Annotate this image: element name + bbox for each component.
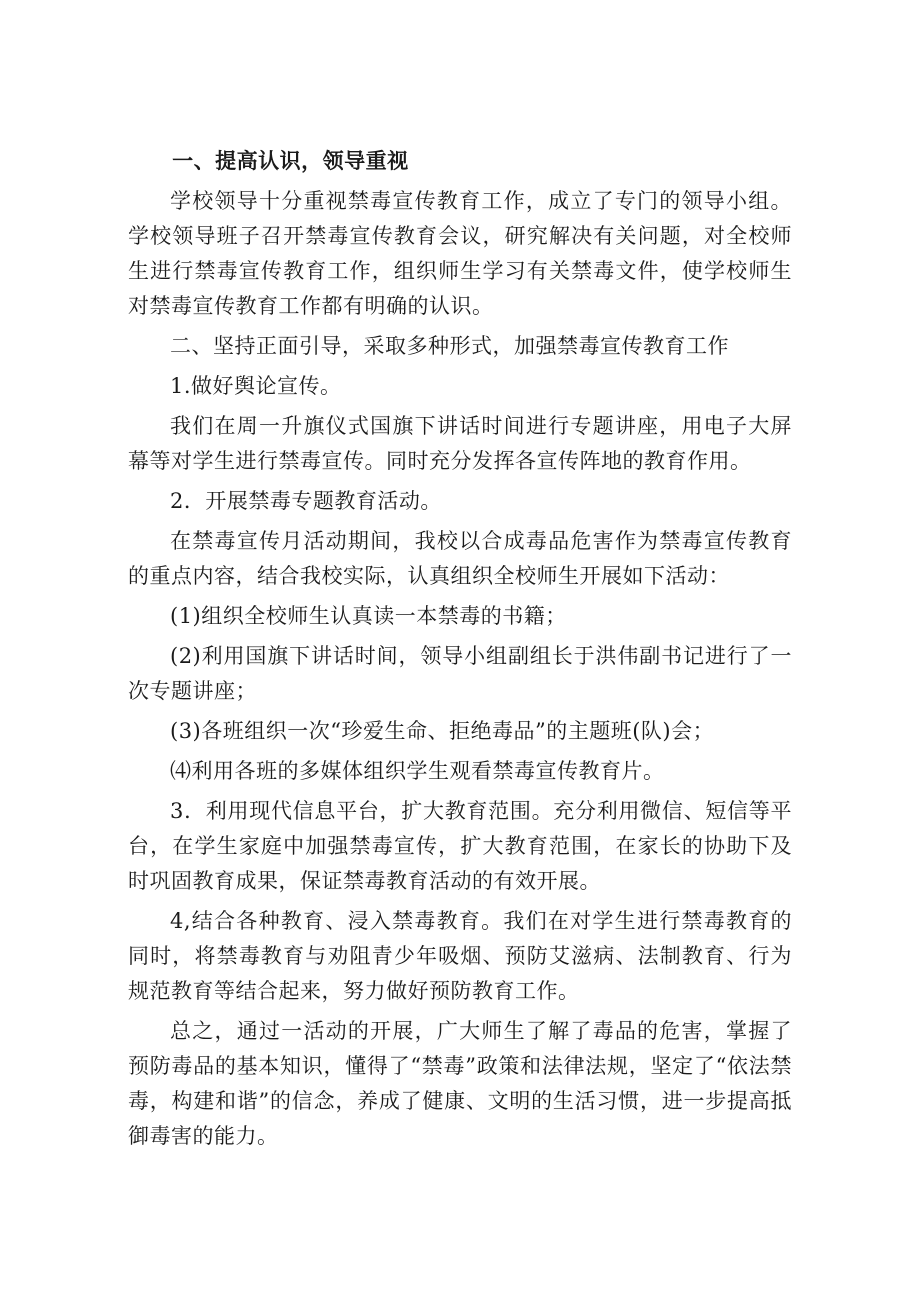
document-body — [128, 144, 792, 1159]
subheading-2: 2．开展禁毒专题教育活动。 — [170, 489, 442, 513]
list-item: ⑷利用各班的多媒体组织学生观看禁毒宣传教育片。 — [170, 759, 665, 783]
list-item: (2)利用国旗下讲话时间，领导小组副组长于洪伟副书记进行了一次专题讲座； — [128, 644, 792, 703]
paragraph: 3．利用现代信息平台，扩大教育范围。充分利用微信、短信等平台，在学生家庭中加强禁毒宣传，扩大教育范围，在家长的协助下及时巩固教育成果，保证禁毒教育活动的有效开展。 — [128, 799, 792, 893]
paragraph: 学校领导十分重视禁毒宣传教育工作，成立了专门的领导小组。学校领导班子召开禁毒宣传教育会议，研究解决有关问题，对全校师生进行禁毒宣传教育工作，组织师生学习有关禁毒文件，使学校师生对禁毒宣传教育工作都有明确的认识。 — [128, 189, 792, 318]
paragraph: 我们在周一升旗仪式国旗下讲话时间进行专题讲座，用电子大屏幕等对学生进行禁毒宣传。同时充分发挥各宣传阵地的教育作用。 — [128, 414, 792, 473]
paragraph: 在禁毒宣传月活动期间，我校以合成毒品危害作为禁毒宣传教育的重点内容，结合我校实际，认真组织全校师生开展如下活动： — [128, 529, 792, 588]
conclusion-paragraph: 总之，通过一活动的开展，广大师生了解了毒品的危害，掌握了预防毒品的基本知识，懂得了“禁毒”政策和法律法规，坚定了“依法禁毒，构建和谐”的信念，养成了健康、文明的生活习惯，进一步提高抵御毒害的能力。 — [128, 1019, 792, 1148]
subheading-1: 1.做好舆论宣传。 — [170, 374, 342, 398]
section-heading-2: 二、坚持正面引导，采取多种形式，加强禁毒宣传教育工作 — [170, 334, 729, 358]
paragraph: 4,结合各种教育、浸入禁毒教育。我们在对学生进行禁毒教育的同时，将禁毒教育与劝阻青少年吸烟、预防艾滋病、法制教育、行为规范教育等结合起来，努力做好预防教育工作。 — [128, 909, 792, 1003]
section-heading-1: 一、提高认识，领导重视 — [172, 149, 409, 173]
list-item: (1)组织全校师生认真读一本禁毒的书籍； — [170, 604, 567, 628]
list-item: (3)各班组织一次“珍爱生命、拒绝毒品”的主题班(队)会； — [170, 719, 715, 743]
